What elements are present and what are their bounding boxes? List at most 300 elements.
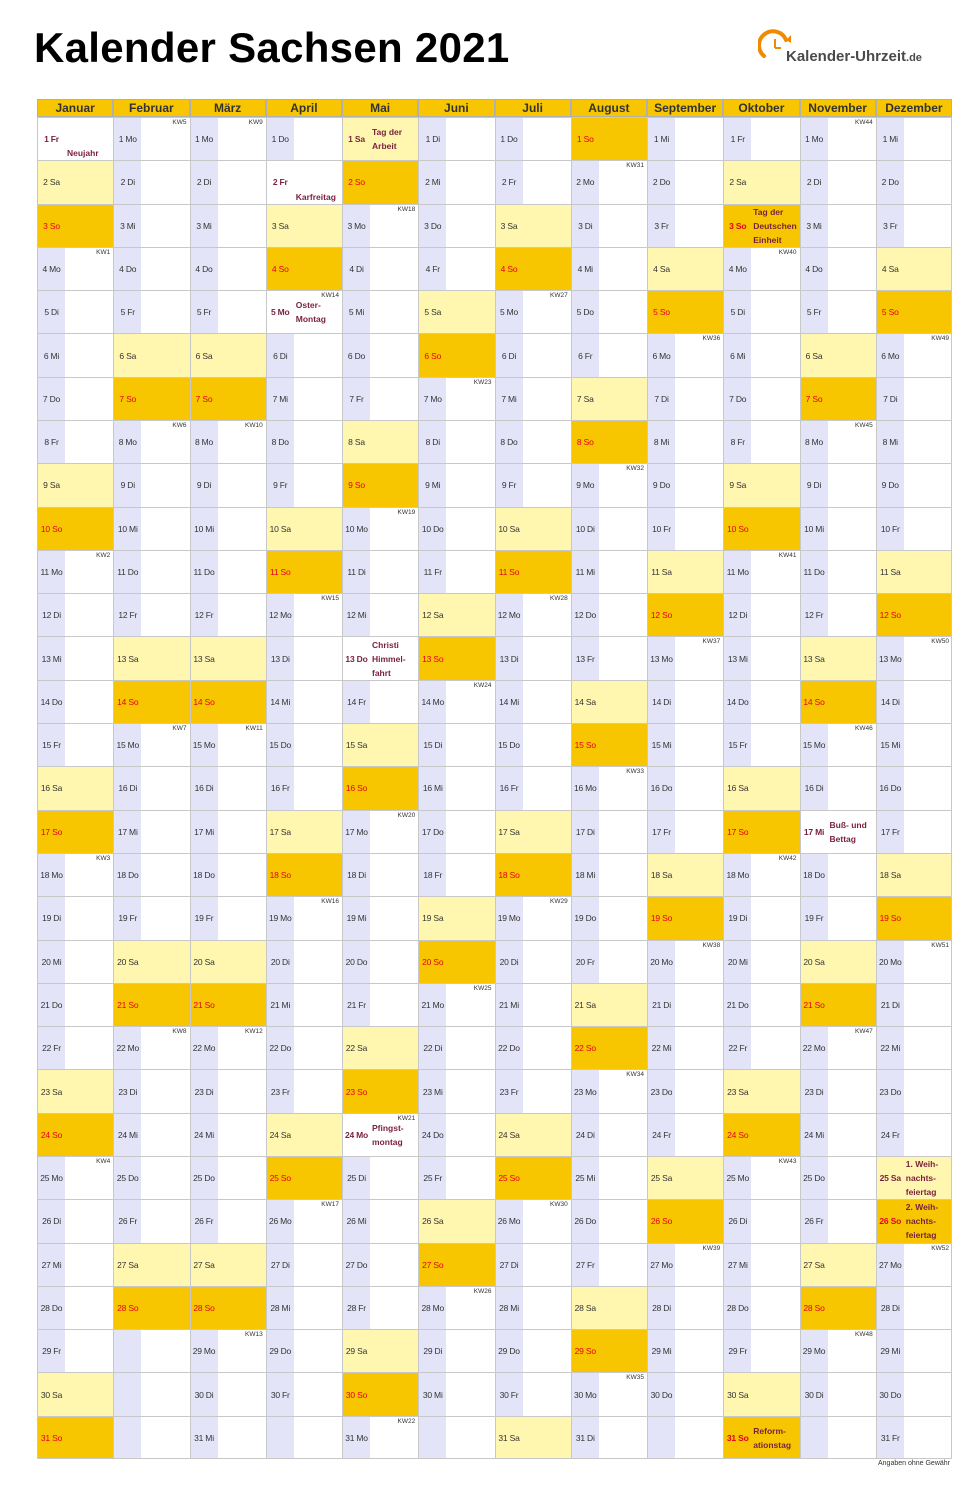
day-cell xyxy=(418,117,494,160)
day-label: 10 Sa xyxy=(269,523,291,534)
day-label: 25 Do xyxy=(803,1173,825,1184)
day-cell xyxy=(113,1069,189,1112)
logo-tld: .de xyxy=(906,52,922,64)
day-label: 1 Do xyxy=(271,134,289,145)
day-label: 22 Fr xyxy=(42,1043,61,1054)
week-number: KW11 xyxy=(245,725,263,733)
day-label: 21 Do xyxy=(40,999,63,1010)
day-cell xyxy=(37,1199,113,1242)
day-label: 4 Do xyxy=(805,264,823,274)
day-label: 11 So xyxy=(269,567,291,578)
day-label: 6 So xyxy=(424,350,442,361)
day-cell xyxy=(876,1113,952,1156)
day-label: 15 Mo xyxy=(192,740,216,751)
day-cell xyxy=(190,290,266,333)
day-label: 3 Mi xyxy=(196,220,212,231)
day-cell xyxy=(266,680,342,723)
day-cell xyxy=(495,636,571,679)
day-cell xyxy=(190,940,266,983)
day-label: 14 Sa xyxy=(574,696,596,707)
day-cell xyxy=(876,896,952,939)
day-label: 9 Sa xyxy=(729,480,747,491)
day-label: 19 Fr xyxy=(194,913,214,924)
day-cell xyxy=(495,1199,571,1242)
day-label: 17 Mi xyxy=(117,826,138,837)
day-label: 11 Mo xyxy=(40,567,63,578)
day-cell xyxy=(876,810,952,853)
day-label: 4 Mi xyxy=(577,264,593,274)
day-label: 26 Fr xyxy=(118,1216,138,1227)
empty-cell xyxy=(647,1416,723,1459)
day-cell xyxy=(723,810,799,853)
day-label: 27 Sa xyxy=(117,1259,139,1270)
day-cell xyxy=(190,983,266,1026)
day-label: 15 Mo xyxy=(116,740,140,751)
day-cell xyxy=(876,117,952,160)
holiday-label: 2. Weih- nachts- feiertag xyxy=(905,1202,939,1241)
day-label: 10 Do xyxy=(421,523,444,534)
day-label: 3 Mo xyxy=(347,220,366,231)
day-cell xyxy=(495,723,571,766)
day-label: 4 Do xyxy=(119,264,137,274)
day-cell xyxy=(266,1286,342,1329)
day-label: 31 Sa xyxy=(498,1432,520,1443)
day-label: 17 Mo xyxy=(345,826,368,837)
day-cell xyxy=(190,420,266,463)
day-cell xyxy=(800,333,876,376)
day-cell xyxy=(266,1156,342,1199)
week-number: KW2 xyxy=(96,551,111,559)
day-label: 18 So xyxy=(269,870,291,881)
day-cell xyxy=(418,333,494,376)
day-label: 27 Di xyxy=(499,1259,519,1270)
day-cell xyxy=(571,290,647,333)
day-label: 21 Mo xyxy=(421,999,445,1010)
day-cell xyxy=(113,723,189,766)
day-cell xyxy=(876,204,952,247)
day-cell xyxy=(647,940,723,983)
holiday-label: Christi Himmel- fahrt xyxy=(372,639,406,678)
day-label: 5 So xyxy=(881,307,899,318)
holiday-label: Reform- ationstag xyxy=(753,1425,792,1450)
day-cell xyxy=(495,983,571,1026)
day-cell xyxy=(876,550,952,593)
day-label: 4 Mo xyxy=(728,264,747,274)
day-cell xyxy=(800,420,876,463)
day-label: 6 Mo xyxy=(652,350,671,361)
day-label: 28 Do xyxy=(40,1302,63,1313)
day-label: 15 Di xyxy=(423,740,443,751)
day-label: 24 Mi xyxy=(804,1129,824,1140)
month-header: März xyxy=(190,99,266,117)
day-label: 28 So xyxy=(117,1302,139,1313)
day-label: 6 Mi xyxy=(43,350,60,361)
day-label: 13 Sa xyxy=(117,653,139,664)
day-label: 24 Mi xyxy=(117,1129,138,1140)
page-title: Kalender Sachsen 2021 xyxy=(34,24,510,71)
day-cell xyxy=(876,1286,952,1329)
day-label: 30 Sa xyxy=(727,1389,749,1400)
day-cell xyxy=(190,810,266,853)
day-cell xyxy=(571,1243,647,1286)
day-cell xyxy=(723,636,799,679)
day-label: 10 Fr xyxy=(652,523,671,534)
day-cell xyxy=(876,507,952,550)
day-label: 17 Do xyxy=(421,826,444,837)
day-cell xyxy=(342,1113,418,1156)
day-cell xyxy=(342,766,418,809)
day-label: 28 Fr xyxy=(347,1302,366,1313)
day-label: 2 Di xyxy=(806,177,822,188)
day-label: 6 Di xyxy=(273,350,288,361)
day-label: 30 Mi xyxy=(422,1389,443,1400)
day-label: 10 Sa xyxy=(498,523,520,534)
week-number: KW25 xyxy=(473,984,492,992)
week-number: KW37 xyxy=(702,638,721,646)
day-cell xyxy=(190,1069,266,1112)
day-label: 12 Mi xyxy=(346,610,367,621)
day-cell xyxy=(342,377,418,420)
holiday-label: Tag der Arbeit xyxy=(372,127,403,152)
day-cell xyxy=(342,333,418,376)
day-label: 7 Di xyxy=(883,393,898,404)
holiday-label: Buß- und Bettag xyxy=(829,819,867,844)
day-cell xyxy=(495,593,571,636)
day-label: 8 So xyxy=(576,437,594,448)
day-label: 15 Fr xyxy=(728,740,748,751)
day-label: 12 Mo xyxy=(268,610,292,621)
day-label: 2 Di xyxy=(120,177,135,188)
day-cell xyxy=(647,160,723,203)
day-cell xyxy=(342,1286,418,1329)
day-cell xyxy=(647,463,723,506)
day-label: 7 Fr xyxy=(349,393,364,404)
logo[interactable] xyxy=(758,26,958,72)
day-cell xyxy=(495,1416,571,1459)
day-label: 12 Do xyxy=(574,610,597,621)
day-cell xyxy=(876,463,952,506)
day-label: 30 Fr xyxy=(499,1389,519,1400)
day-cell xyxy=(876,247,952,290)
day-cell xyxy=(723,247,799,290)
day-label: 19 Fr xyxy=(118,913,138,924)
day-label: 21 So xyxy=(803,999,825,1010)
day-cell xyxy=(723,1069,799,1112)
day-cell xyxy=(342,1026,418,1069)
week-number: KW13 xyxy=(245,1331,263,1339)
day-cell xyxy=(190,1286,266,1329)
day-label: 1 Mo xyxy=(194,134,214,145)
day-label: 8 Do xyxy=(271,437,289,448)
day-label: 29 Fr xyxy=(728,1346,748,1357)
day-label: 25 Do xyxy=(116,1173,139,1184)
day-label: 22 Fr xyxy=(728,1043,748,1054)
week-number: KW10 xyxy=(245,422,263,430)
day-label: 18 So xyxy=(498,870,520,881)
day-cell xyxy=(266,247,342,290)
month-header: September xyxy=(647,99,723,117)
day-cell xyxy=(266,723,342,766)
day-cell xyxy=(876,1416,952,1459)
day-label: 24 Mi xyxy=(194,1129,214,1140)
day-label: 20 Do xyxy=(345,956,368,967)
day-cell xyxy=(37,983,113,1026)
day-cell xyxy=(418,983,494,1026)
day-cell xyxy=(37,1286,113,1329)
day-cell xyxy=(723,983,799,1026)
calendar-grid xyxy=(37,99,952,1459)
day-label: 15 Fr xyxy=(42,740,61,751)
day-label: 15 Mi xyxy=(651,740,672,751)
day-cell xyxy=(342,896,418,939)
day-cell xyxy=(113,810,189,853)
day-label: 23 Mi xyxy=(422,1086,443,1097)
day-label: 27 Di xyxy=(270,1259,290,1270)
day-label: 27 So xyxy=(422,1259,444,1270)
week-number: KW5 xyxy=(172,119,187,126)
day-cell xyxy=(800,290,876,333)
day-label: 7 Do xyxy=(729,393,747,404)
day-cell xyxy=(800,1156,876,1199)
day-label: 9 Sa xyxy=(43,480,60,491)
day-label: 31 Mo xyxy=(345,1432,368,1443)
day-label: 1 Fr xyxy=(730,134,745,145)
day-label: 11 Sa xyxy=(879,567,901,578)
day-cell xyxy=(800,1372,876,1415)
day-label: 2 Fr xyxy=(272,177,288,188)
day-cell xyxy=(113,1243,189,1286)
day-label: 24 So xyxy=(727,1129,749,1140)
day-cell xyxy=(266,940,342,983)
day-label: 16 Mo xyxy=(573,783,597,794)
day-label: 13 So xyxy=(422,653,444,664)
day-cell xyxy=(190,1113,266,1156)
day-label: 9 Di xyxy=(120,480,135,491)
day-cell xyxy=(37,810,113,853)
day-label: 21 Do xyxy=(726,999,749,1010)
day-cell xyxy=(266,766,342,809)
day-cell xyxy=(495,550,571,593)
day-cell xyxy=(418,853,494,896)
day-label: 15 Sa xyxy=(345,740,368,751)
day-label: 25 Do xyxy=(193,1173,215,1184)
day-cell xyxy=(190,896,266,939)
day-cell xyxy=(800,940,876,983)
day-cell xyxy=(723,1199,799,1242)
day-cell xyxy=(37,940,113,983)
month-header: April xyxy=(266,99,342,117)
day-label: 24 Sa xyxy=(269,1129,291,1140)
day-cell xyxy=(800,1199,876,1242)
day-cell xyxy=(342,1199,418,1242)
day-label: 8 Sa xyxy=(348,437,365,448)
day-cell xyxy=(418,636,494,679)
day-cell xyxy=(37,723,113,766)
day-label: 1 Sa xyxy=(348,134,365,145)
day-cell xyxy=(418,680,494,723)
day-label: 10 Mo xyxy=(345,523,368,534)
day-cell xyxy=(800,204,876,247)
day-label: 12 Fr xyxy=(804,610,824,621)
day-cell xyxy=(571,810,647,853)
day-cell xyxy=(723,160,799,203)
day-cell xyxy=(113,1156,189,1199)
day-label: 10 Mi xyxy=(117,523,138,534)
week-number: KW14 xyxy=(321,292,339,300)
day-label: 21 So xyxy=(117,999,139,1010)
day-label: 16 Do xyxy=(879,783,902,794)
day-cell xyxy=(342,680,418,723)
day-label: 6 Fr xyxy=(578,350,593,361)
day-label: 28 Di xyxy=(652,1302,671,1313)
day-cell xyxy=(876,680,952,723)
day-label: 20 Sa xyxy=(193,956,215,967)
day-label: 1 Fr xyxy=(44,134,59,145)
day-label: 24 Do xyxy=(421,1129,444,1140)
day-label: 24 Mo xyxy=(344,1129,369,1140)
day-label: 22 Do xyxy=(269,1043,292,1054)
day-cell xyxy=(342,507,418,550)
day-cell xyxy=(342,1372,418,1415)
day-cell xyxy=(37,1416,113,1459)
day-label: 29 Mi xyxy=(651,1346,672,1357)
day-cell xyxy=(190,117,266,160)
day-cell xyxy=(876,983,952,1026)
day-cell xyxy=(190,1199,266,1242)
day-cell xyxy=(190,377,266,420)
day-cell xyxy=(571,117,647,160)
day-label: 2 Do xyxy=(881,177,899,188)
day-cell xyxy=(37,1329,113,1372)
day-cell xyxy=(266,377,342,420)
day-cell xyxy=(113,1026,189,1069)
day-cell xyxy=(113,420,189,463)
day-label: 10 So xyxy=(727,523,749,534)
day-cell xyxy=(113,896,189,939)
day-label: 30 Sa xyxy=(40,1389,63,1400)
day-cell xyxy=(495,1156,571,1199)
day-label: 20 So xyxy=(422,956,444,967)
day-label: 30 Do xyxy=(879,1389,902,1400)
day-label: 19 Sa xyxy=(422,913,444,924)
day-cell xyxy=(418,290,494,333)
day-cell xyxy=(876,1372,952,1415)
day-label: 13 Sa xyxy=(803,653,825,664)
day-label: 16 Fr xyxy=(499,783,519,794)
day-cell xyxy=(876,290,952,333)
day-label: 20 Mo xyxy=(878,956,902,967)
day-label: 31 So xyxy=(726,1432,749,1443)
day-cell xyxy=(418,463,494,506)
day-label: 9 Do xyxy=(881,480,899,491)
week-number: KW6 xyxy=(172,422,187,430)
day-label: 21 Fr xyxy=(347,999,366,1010)
day-label: 1 So xyxy=(576,134,594,145)
day-cell xyxy=(342,160,418,203)
day-cell xyxy=(495,1069,571,1112)
day-label: 19 Di xyxy=(42,913,61,924)
day-label: 10 Fr xyxy=(880,523,900,534)
day-cell xyxy=(418,1329,494,1372)
day-cell xyxy=(876,1199,952,1242)
day-label: 14 Mi xyxy=(499,696,519,707)
day-cell xyxy=(113,377,189,420)
day-cell xyxy=(876,593,952,636)
day-cell xyxy=(266,204,342,247)
day-cell xyxy=(266,117,342,160)
day-label: 9 Fr xyxy=(273,480,288,491)
day-label: 9 So xyxy=(348,480,365,491)
day-label: 28 Di xyxy=(880,1302,900,1313)
week-number: KW9 xyxy=(248,119,263,126)
day-cell xyxy=(418,810,494,853)
day-cell xyxy=(418,420,494,463)
day-label: 28 Mi xyxy=(270,1302,291,1313)
day-cell xyxy=(571,377,647,420)
day-cell xyxy=(418,1026,494,1069)
day-label: 11 Do xyxy=(803,567,825,578)
week-number: KW49 xyxy=(931,335,949,343)
week-number: KW40 xyxy=(778,248,797,256)
day-cell xyxy=(495,896,571,939)
day-cell xyxy=(113,333,189,376)
day-label: 20 Di xyxy=(499,956,519,967)
day-cell xyxy=(418,1243,494,1286)
day-label: 31 Fr xyxy=(880,1432,900,1443)
day-cell xyxy=(37,636,113,679)
week-number: KW36 xyxy=(702,335,721,343)
day-label: 9 Do xyxy=(652,480,671,491)
day-label: 8 Mo xyxy=(804,437,824,448)
day-label: 16 Di xyxy=(804,783,824,794)
day-cell xyxy=(190,1156,266,1199)
day-label: 17 Sa xyxy=(498,826,520,837)
day-label: 18 Sa xyxy=(650,870,673,881)
day-cell xyxy=(495,853,571,896)
week-number: KW3 xyxy=(96,854,111,862)
day-label: 14 Mo xyxy=(421,696,445,707)
day-label: 24 So xyxy=(40,1129,63,1140)
day-cell xyxy=(418,1199,494,1242)
day-label: 4 Di xyxy=(349,264,364,274)
day-cell xyxy=(266,507,342,550)
day-cell xyxy=(342,290,418,333)
day-cell xyxy=(37,463,113,506)
day-cell xyxy=(723,550,799,593)
day-cell xyxy=(266,1243,342,1286)
day-cell xyxy=(800,853,876,896)
day-label: 14 Mi xyxy=(270,696,291,707)
day-label: 11 Do xyxy=(117,567,139,578)
week-number: KW29 xyxy=(550,898,568,906)
day-label: 3 Do xyxy=(424,220,442,231)
day-cell xyxy=(647,896,723,939)
week-number: KW32 xyxy=(626,465,644,473)
day-label: 26 Di xyxy=(728,1216,748,1227)
day-label: 18 Di xyxy=(347,870,366,881)
day-cell xyxy=(876,1329,952,1372)
week-number: KW35 xyxy=(626,1374,644,1382)
day-label: 8 Mi xyxy=(882,437,898,448)
day-label: 17 Di xyxy=(575,826,595,837)
day-cell xyxy=(266,593,342,636)
day-label: 7 Mi xyxy=(272,393,288,404)
day-cell xyxy=(571,1199,647,1242)
day-label: 18 Mo xyxy=(40,870,63,881)
week-number: KW27 xyxy=(550,292,568,300)
day-label: 10 Mi xyxy=(804,523,824,534)
day-cell xyxy=(723,593,799,636)
